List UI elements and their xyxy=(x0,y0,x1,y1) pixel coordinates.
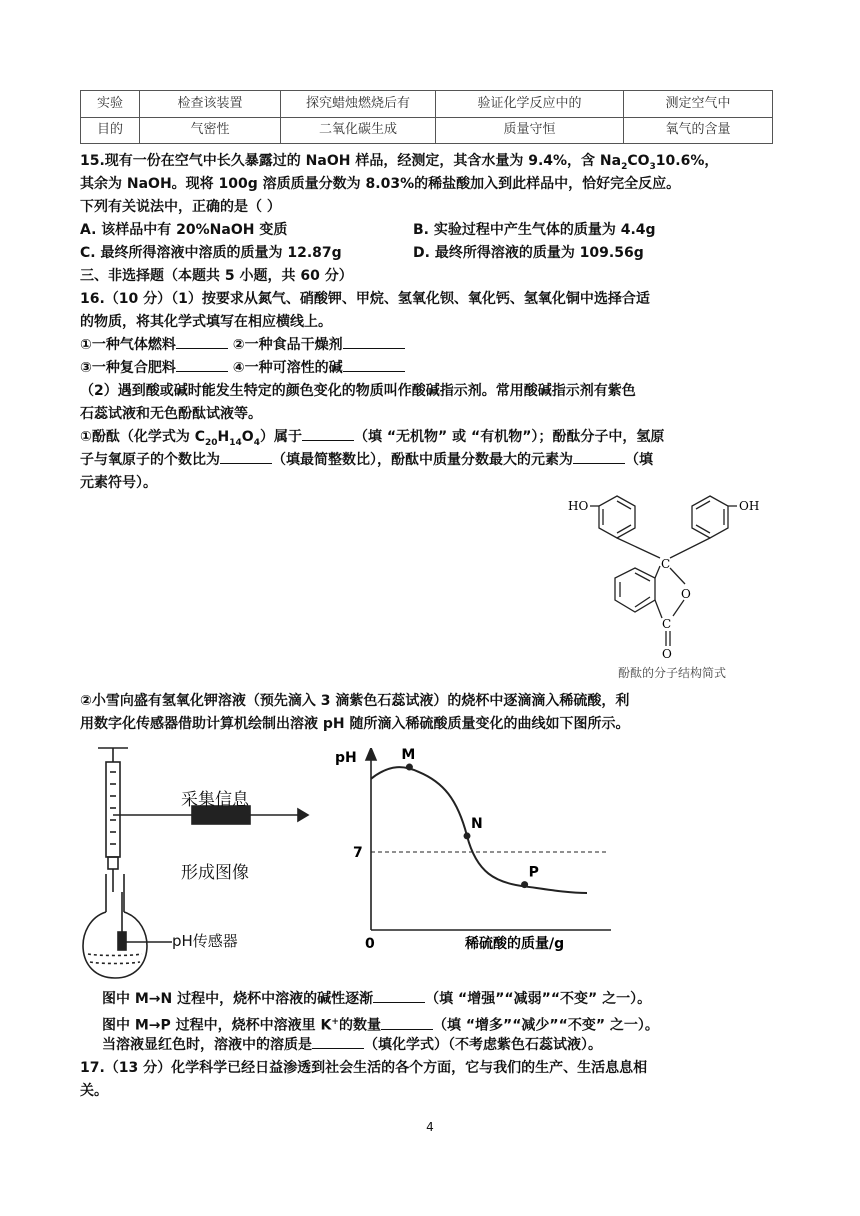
option-b: B. 实验过程中产生气体的质量为 4.4g xyxy=(413,222,656,238)
option-a: A. 该样品中有 20%NaOH 变质 xyxy=(80,222,288,238)
table-row xyxy=(81,117,773,144)
q15-line-2: 其余为 NaOH。现将 100g 溶质质量分数为 8.03%的稀盐酸加入到此样品中，恰好完全反应。 xyxy=(80,176,681,192)
origin-label: 0 xyxy=(365,936,375,952)
answer-blank[interactable] xyxy=(343,357,405,372)
q16-intro-1: 16.（10 分）（1）按要求从氮气、硝酸钾、甲烷、氢氧化钡、氧化钙、氢氧化铜中选择合适 xyxy=(80,291,650,307)
answer-blank[interactable] xyxy=(312,1034,364,1049)
option-d: D. 最终所得溶液的质量为 109.56g xyxy=(413,245,644,261)
q16-sub-question-1: 图中 M→N 过程中，烧杯中溶液的碱性逐渐 （填 “增强”“减弱”“不变” 之一）。 xyxy=(102,988,651,1011)
y-axis-label: pH xyxy=(335,750,357,766)
svg-text:O: O xyxy=(681,587,691,601)
q15-line-1: 15.现有一份在空气中长久暴露过的 NaOH 样品，经测定，其含水量为 9.4%，含 $Na_2CO_310.6\%$， xyxy=(80,153,719,172)
answer-blank[interactable] xyxy=(176,334,228,349)
table-row xyxy=(81,91,773,118)
page-number: 4 xyxy=(426,1120,434,1134)
q15-options-ab xyxy=(80,219,780,242)
experiment-purpose-table xyxy=(80,90,773,144)
q16-part2-c: ①酚酞（化学式为 $C_{20}H_{14}O_4$）属于 （填 “无机物” 或 “有机物”）；酚酞分子中，氢原 xyxy=(80,426,664,455)
point-label-p: P xyxy=(528,864,539,881)
q15-options-cd xyxy=(80,242,780,265)
q16-part2-2b: 用数字化传感器借助计算机绘制出溶液 pH 随所滴入稀硫酸质量变化的曲线如下图所示。 xyxy=(80,716,630,732)
ph-sensor-label: pH传感器 xyxy=(172,932,238,950)
y-axis-arrow xyxy=(366,748,376,760)
answer-blank[interactable] xyxy=(176,357,228,372)
option-c: C. 最终所得溶液中溶质的质量为 12.87g xyxy=(80,245,342,261)
q16-part2-a: （2）遇到酸或碱时能发生特定的颜色变化的物质叫作酸碱指示剂。常用酸碱指示剂有紫色 xyxy=(80,383,636,399)
svg-text:HO: HO xyxy=(568,499,589,513)
table-cell: 二氧化碳生成 xyxy=(281,117,436,144)
answer-blank[interactable] xyxy=(381,1015,433,1030)
table-cell: 目的 xyxy=(81,117,140,144)
svg-text:C: C xyxy=(661,557,671,571)
q16-part2-b: 石蕊试液和无色酚酞试液等。 xyxy=(80,406,262,422)
svg-text:C: C xyxy=(662,617,672,631)
q16-sub-question-2: 图中 M→P 过程中，烧杯中溶液里 K+的数量 （填 “增多”“减少”“不变” 之一）。 xyxy=(102,1011,659,1038)
x-axis-label: 稀硫酸的质量/g xyxy=(465,936,565,952)
point-n xyxy=(464,832,471,839)
q17-line-1: 17.（13 分）化学科学已经日益渗透到社会生活的各个方面，它与我们的生产、生活息息相 xyxy=(80,1060,648,1076)
table-cell: 检查该装置 xyxy=(140,91,281,118)
table-cell: 质量守恒 xyxy=(436,117,624,144)
q16-sub-question-3: 当溶液显红色时，溶液中的溶质是 （填化学式）（不考虑紫色石蕊试液）。 xyxy=(102,1034,602,1057)
table-cell: 探究蜡烛燃烧后有 xyxy=(281,91,436,118)
ph-curve-chart xyxy=(325,748,625,954)
answer-blank[interactable] xyxy=(343,334,405,349)
answer-blank[interactable] xyxy=(573,449,625,464)
q16-blank-row-1: ①一种气体燃料 ②一种食品干燥剂 xyxy=(80,334,405,357)
table-cell: 验证化学反应中的 xyxy=(436,91,624,118)
q16-part2-2a: ②小雪向盛有氢氧化钾溶液（预先滴入 3 滴紫色石蕊试液）的烧杯中逐滴滴入稀硫酸，利 xyxy=(80,693,630,709)
section-heading: 三、非选择题（本题共 5 小题，共 60 分） xyxy=(80,268,353,284)
point-p xyxy=(521,881,528,888)
q17-line-2: 关。 xyxy=(80,1083,108,1099)
form-image-label: 形成图像 xyxy=(181,863,249,883)
q15-line-3: 下列有关说法中，正确的是（ ） xyxy=(80,199,281,215)
svg-text:OH: OH xyxy=(739,499,760,513)
q16-part2-d: 子与氧原子的个数比为 （填最简整数比），酚酞中质量分数最大的元素为 （填 xyxy=(80,449,653,472)
point-m xyxy=(406,764,413,771)
collect-info-label: 采集信息 xyxy=(181,790,249,810)
answer-blank[interactable] xyxy=(220,449,272,464)
q16-part2-e: 元素符号）。 xyxy=(80,475,157,491)
ph7-tick-label: 7 xyxy=(353,845,363,861)
answer-blank[interactable] xyxy=(373,988,425,1003)
table-cell: 实验 xyxy=(81,91,140,118)
q16-blank-row-2: ③一种复合肥料 ④一种可溶性的碱 xyxy=(80,357,405,380)
point-label-n: N xyxy=(471,815,483,832)
point-label-m: M xyxy=(401,748,416,764)
table-cell: 测定空气中 xyxy=(624,91,773,118)
table-cell: 氧气的含量 xyxy=(624,117,773,144)
answer-blank[interactable] xyxy=(302,426,354,441)
svg-text:O: O xyxy=(662,647,672,660)
phenolphthalein-structure xyxy=(560,488,790,660)
structure-caption: 酚酞的分子结构简式 xyxy=(618,666,727,680)
q16-intro-2: 的物质，将其化学式填写在相应横线上。 xyxy=(80,314,332,330)
table-cell: 气密性 xyxy=(140,117,281,144)
